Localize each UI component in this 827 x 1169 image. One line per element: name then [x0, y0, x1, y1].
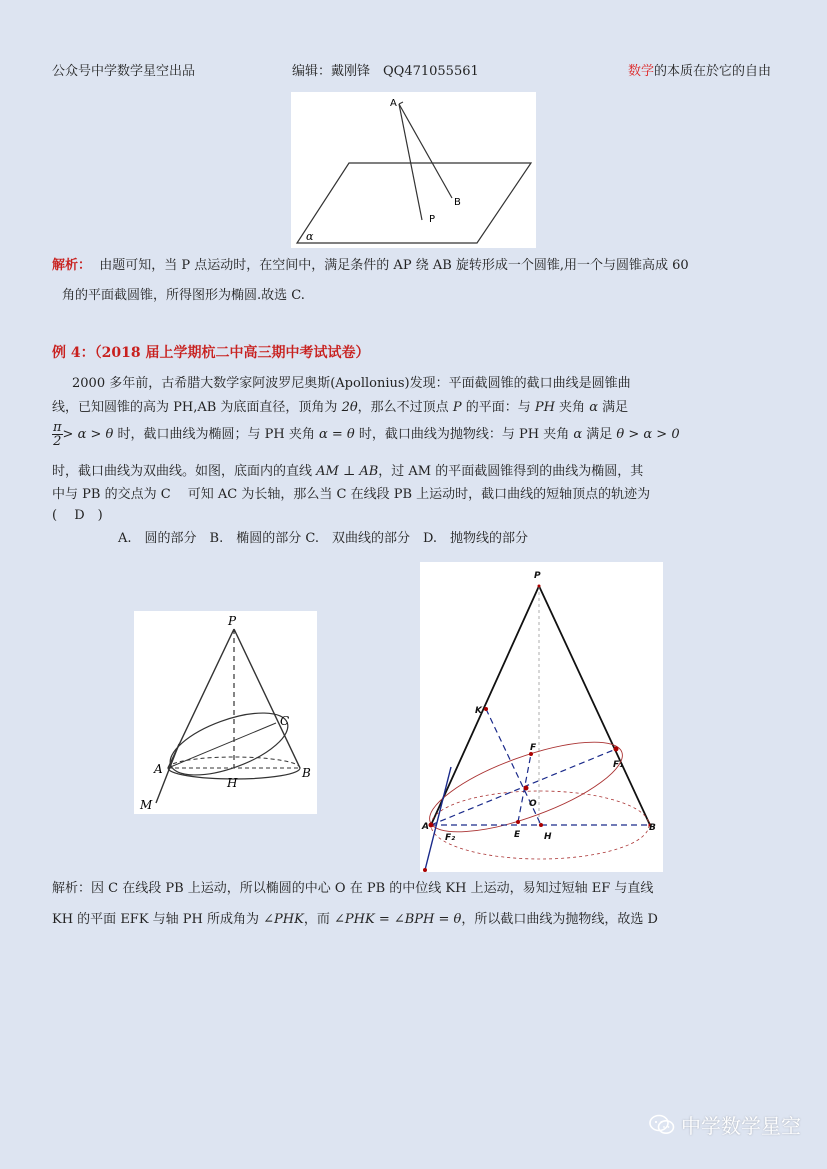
example4-line3 — [52, 420, 680, 450]
t3d: 时，截口曲线为抛物线：与 PH 夹角 — [354, 427, 574, 442]
fig3-label-e: E — [514, 830, 521, 840]
t2f: PH — [534, 400, 555, 415]
figure-plane-line — [291, 92, 536, 248]
fig3-label-a: A — [422, 822, 429, 832]
analysis2-line1: 解析：因 C 在线段 PB 上运动，所以椭圆的中心 O 在 PB 的中位线 KH 上运动，易知过短轴 EF 与直线 — [52, 881, 654, 896]
t3g: θ > α > 0 — [616, 427, 680, 442]
t2b: 2θ — [341, 400, 358, 415]
t2h: α — [589, 400, 598, 415]
t2d: P — [452, 400, 462, 415]
figure-cone-section — [134, 611, 317, 814]
fig1-label-a: A — [390, 98, 397, 109]
header-motto — [628, 60, 771, 79]
t3e: α — [573, 427, 583, 442]
t2e: 的平面：与 — [461, 400, 535, 415]
figure-cone-detailed — [420, 562, 663, 872]
fig1-label-alpha: α — [306, 230, 314, 243]
watermark — [649, 1110, 801, 1139]
frac-num: π — [53, 420, 62, 435]
analysis1-line1 — [52, 255, 689, 277]
fig2-label-h: H — [227, 776, 238, 790]
fig3-label-k: K — [475, 706, 482, 716]
frac-den: 2 — [53, 434, 62, 449]
example4-line1: 2000 多年前，古希腊大数学家阿波罗尼奥斯(Apollonius)发现：平面截圆锥的截口曲线是圆锥曲 — [72, 376, 631, 391]
t3f: 满足 — [582, 427, 617, 442]
fig1-label-b: B — [454, 197, 461, 208]
fig3-label-b: B — [649, 823, 656, 833]
example4-answer: ( D ) — [52, 508, 103, 523]
fig2-label-b: B — [302, 766, 311, 780]
fig3-label-f2: F₂ — [445, 833, 456, 843]
analysis1-text1: 由题可知，当 P 点运动时，在空间中，满足条件的 AP 绕 AB 旋转形成一个圆锥,用一个与圆锥高成 60 — [99, 258, 689, 273]
header-motto-accent: 数学 — [627, 64, 654, 79]
t3a: > α > θ — [62, 427, 114, 442]
t2g: 夹角 — [554, 400, 590, 415]
header-motto-rest: 的本质在於它的自由 — [653, 64, 771, 79]
fig3-label-p: P — [534, 571, 541, 581]
t3c: α = θ — [318, 427, 355, 442]
example4-options: A. 圆的部分 B. 椭圆的部分 C. 双曲线的部分 D. 抛物线的部分 — [118, 531, 529, 546]
example4-line4 — [52, 461, 643, 483]
analysis2-line2 — [52, 909, 658, 931]
fig1-label-p: P — [429, 214, 436, 225]
fig2-label-c: C — [280, 714, 290, 728]
fig2-label-m: M — [140, 798, 153, 812]
analysis1-label: 解析： — [52, 258, 92, 273]
t2i: 满足 — [597, 400, 629, 415]
t3b: 时，截口曲线为椭圆；与 PH 夹角 — [113, 427, 319, 442]
t4a: 时，截口曲线为双曲线。如图，底面内的直线 — [52, 464, 317, 479]
a2b: ∠PHK — [263, 912, 304, 927]
analysis1-line2: 角的平面截圆锥，所得图形为椭圆.故选 C. — [62, 288, 305, 303]
header-left: 公众号中学数学星空出品 — [52, 64, 196, 79]
fig3-label-f: F — [530, 743, 537, 753]
t2c: ，那么不过顶点 — [357, 400, 453, 415]
a2c: ，而 — [303, 912, 334, 927]
example4-line2 — [52, 397, 628, 419]
pi-over-2-fraction — [52, 421, 63, 448]
t4b: AM ⊥ AB — [316, 464, 379, 479]
example4-line5: 中与 PB 的交点为 C 可知 AC 为长轴，那么当 C 在线段 PB 上运动时，截口曲线的短轴顶点的轨迹为 — [52, 487, 651, 502]
fig3-label-f1: F₁ — [613, 760, 624, 770]
a2a: KH 的平面 EFK 与轴 PH 所成角为 — [52, 912, 264, 927]
t4c: ，过 AM 的平面截圆锥得到的曲线为椭圆，其 — [378, 464, 644, 479]
t2a: 线，已知圆锥的高为 PH,AB 为底面直径，顶角为 — [52, 400, 342, 415]
a2e: ，所以截口曲线为抛物线，故选 D — [461, 912, 658, 927]
fig3-label-h: H — [544, 832, 552, 842]
fig3-label-o: O — [529, 799, 537, 809]
example4-title: 例 4：（2018 届上学期杭二中高三期中考试试卷） — [52, 345, 370, 361]
watermark-text: 中学数学星空 — [681, 1114, 801, 1138]
fig2-label-p: P — [228, 614, 237, 628]
fig2-label-a: A — [154, 762, 163, 776]
header-editor: 编辑：戴刚锋 QQ471055561 — [292, 64, 479, 79]
wechat-icon — [649, 1114, 675, 1136]
a2d: ∠PHK = ∠BPH = θ — [334, 912, 462, 927]
